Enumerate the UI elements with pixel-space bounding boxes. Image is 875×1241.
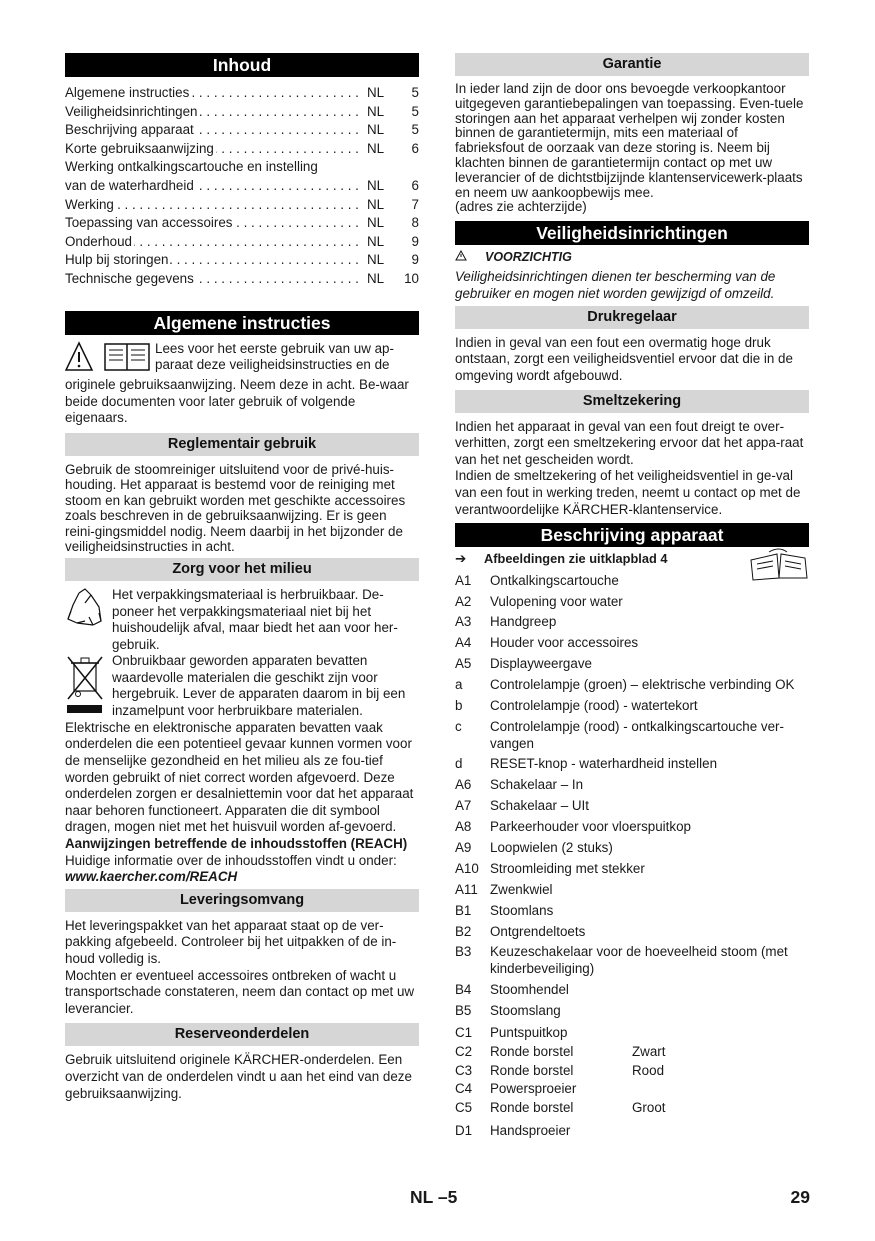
item-text: Stoomslang — [490, 1002, 561, 1018]
pressure-text: Indien in geval van een fout een overmatig hoge druk ontstaan, zorgt een veiligheidsventiel ervoor dat die in de omgeving wordt afgebouwd. — [455, 334, 793, 383]
item-text: Handsproeier — [490, 1123, 571, 1139]
page-number: 29 — [790, 1187, 810, 1207]
reach-text: Huidige informatie over de inhoudsstoffen vindt u onder: — [65, 852, 397, 868]
list-item — [455, 924, 809, 941]
parts-list-d — [455, 1123, 809, 1140]
item-text: Displayweergave — [490, 656, 592, 672]
list-item — [455, 1003, 809, 1020]
caution-label: VOORZICHTIG — [485, 250, 572, 265]
list-item — [455, 777, 809, 794]
item-text: Handgreep — [490, 614, 557, 630]
recycle-icon — [65, 587, 112, 653]
item-key: A1 — [455, 572, 472, 588]
item-key: C1 — [455, 1025, 473, 1041]
toc-row[interactable] — [65, 196, 419, 215]
toc-page: 5 — [411, 122, 419, 138]
toc-lang: NL — [367, 140, 385, 156]
figure-note-text: Afbeeldingen zie uitklapblad 4 — [484, 551, 668, 567]
toc-page: 5 — [411, 103, 419, 119]
spares-text: Gebruik uitsluitend originele KÄRCHER-onderdelen. Een overzicht van de onderdelen vindt u aan het eind van deze gebruiksaanwijzing. — [65, 1052, 412, 1101]
item-key: A7 — [455, 798, 472, 814]
reach-heading: Aanwijzingen betreffende de inhoudsstoffen (REACH) — [65, 836, 408, 852]
general-intro-right: Lees voor het eerste gebruik van uw ap-paraat deze veiligheidsinstructies en de — [155, 340, 394, 373]
general-intro-rest: originele gebruiksaanwijzing. Neem deze in acht. Be-waar beide documenten voor later gebruik of volgende eigenaars. — [65, 377, 409, 426]
item-text: Keuzeschakelaar voor de hoeveelheid stoom (met kinderbeveiliging) — [490, 944, 788, 977]
item-text: Loopwielen (2 stuks) — [490, 839, 613, 855]
pressure-heading: Drukregelaar — [455, 306, 809, 329]
item-text: Ontkalkingscartouche — [490, 572, 619, 588]
section-page-label — [410, 1189, 457, 1206]
toc-lang: NL — [367, 103, 385, 119]
figure-note — [455, 551, 809, 568]
section-code: NL — [410, 1187, 434, 1207]
list-item — [455, 719, 809, 752]
item-key: d — [455, 756, 463, 772]
toc-row[interactable] — [65, 177, 419, 196]
recycle-block — [65, 587, 419, 653]
item-text: Ronde borstel — [490, 1044, 574, 1059]
list-item — [455, 982, 809, 999]
fuse-text-2: Indien de smeltzekering of het veiligheidsventiel in ge-val van een fout in werking treden, neemt u contact op met de verantwoordelijke KÄRCHER-klantenservice. — [455, 468, 801, 517]
item-text: Controlelampje (rood) - watertekort — [490, 698, 698, 714]
list-item — [455, 656, 809, 673]
toc-title: Beschrijving apparaat — [65, 122, 194, 138]
crossed-bin-icon — [65, 653, 112, 720]
toc-title: Toepassing van accessoires — [65, 215, 233, 231]
toc-row[interactable] — [65, 270, 419, 289]
left-column — [65, 53, 419, 1102]
item-key: a — [455, 677, 463, 693]
list-item — [455, 1123, 809, 1140]
toc-page: 6 — [411, 140, 419, 156]
item-key: D1 — [455, 1123, 473, 1139]
item-key: B3 — [455, 944, 472, 960]
list-item — [455, 819, 809, 836]
item-text: Parkeerhouder voor vloerspuitkop — [490, 819, 691, 835]
item-key: B4 — [455, 981, 472, 997]
item-key: A3 — [455, 614, 472, 630]
list-item — [455, 1062, 809, 1081]
recycle-text: Het verpakkingsmateriaal is herbruikbaar. De-poneer het verpakkingsmateriaal niet bij het huishoudelijk afval, maar biedt het aan voor her-gebruik. — [112, 586, 398, 652]
environment-text: Elektrische en elektronische apparaten bevatten vaak onderdelen die een potentieel gevaar kunnen vormen voor de menselijke gezondheid en het milieu als ze fou-tief worden gebruikt of niet correct worden afgevoerd. Deze onderdelen zorgen er desalniettemin voor dat het apparaat naar behoren functioneert. Apparaten die dit symbool dragen, mogen niet met het huisvuil worden af-gevoerd. — [65, 719, 414, 835]
caution-text: Veiligheidsinrichtingen dienen ter bescherming van de gebruiker en mogen niet worden gewijzigd of omzeild. — [455, 268, 776, 302]
list-item — [455, 861, 809, 878]
item-text: Schakelaar – UIt — [490, 798, 589, 814]
list-item — [455, 756, 809, 773]
item-key: C4 — [455, 1081, 473, 1097]
list-item — [455, 1080, 809, 1099]
spares-heading: Reserveonderdelen — [65, 1023, 419, 1046]
item-text: Powersproeier — [490, 1081, 577, 1097]
warning-book-icon — [65, 341, 155, 378]
item-key: b — [455, 698, 463, 714]
toc-row[interactable] — [65, 121, 419, 140]
description-heading: Beschrijving apparaat — [455, 523, 809, 547]
parts-list-a — [455, 573, 809, 899]
reach-link[interactable]: www.kaercher.com/REACH — [65, 869, 238, 885]
toc-lang: NL — [367, 85, 385, 100]
toc-row[interactable] — [65, 214, 419, 233]
toc-page: 8 — [411, 215, 419, 231]
toc-title: Veiligheidsinrichtingen — [65, 103, 198, 119]
warranty-text: In ieder land zijn de door ons bevoegde verkoopkantoor uitgegeven garantiebepalingen van toepassing. Even-tuele storingen aan het apparaat verhelpen wij zonder kosten binnen de garantietermijn, mits een materiaal of fabrieksfout de oorzaak van deze storing is. Neem bij klachten binnen de garantietermijn contact op met uw leverancier of de dichtstbijzijnde klantenservicewerk-plaats en neem uw aankoopbewijs mee. — [455, 81, 804, 200]
item-key: C3 — [455, 1062, 473, 1078]
list-item — [455, 798, 809, 815]
toc-lang: NL — [367, 252, 385, 268]
weee-block — [65, 653, 419, 720]
item-key: C5 — [455, 1099, 473, 1115]
safety-heading: Veiligheidsinrichtingen — [455, 221, 809, 245]
delivery-heading: Leveringsomvang — [65, 889, 419, 912]
list-item — [455, 698, 809, 715]
environment-heading: Zorg voor het milieu — [65, 558, 419, 581]
list-item — [455, 677, 809, 694]
section-page: 5 — [447, 1187, 458, 1207]
toc-row[interactable] — [65, 84, 419, 103]
intended-use-text: Gebruik de stoomreiniger uitsluitend voor de privé-huis-houding. Het apparaat is bestemd voor de reiniging met stoom en kan gebruikt worden met geschikte accessoires zoals beschreven in de gebruiksaanwijzing. Er is geen reini-gingsmiddel nodig. Neem daarbij in het bijzonder de veiligheidsinstructies in acht. — [65, 461, 406, 555]
intended-use-heading: Reglementair gebruik — [65, 433, 419, 456]
item-text: Houder voor accessoires — [490, 635, 639, 651]
item-text: Ronde borstel — [490, 1099, 574, 1115]
toc-lang: NL — [367, 122, 385, 138]
list-item — [455, 1043, 809, 1062]
item-text: Ontgrendeltoets — [490, 923, 586, 939]
fuse-text-1: Indien het apparaat in geval van een fout dreigt te over-verhitten, zorgt een smeltzekering ervoor dat het appa-raat van het net gescheiden wordt. — [455, 418, 804, 467]
item-text: Zwenkwiel — [490, 881, 553, 897]
item-variant: Groot — [632, 1099, 666, 1115]
item-text: Puntspuitkop — [490, 1025, 568, 1041]
toc-lang: NL — [367, 233, 385, 249]
warranty-address-note: (adres zie achterzijde) — [455, 199, 587, 215]
list-item — [455, 944, 809, 977]
caution-line — [455, 249, 809, 266]
toc-lang: NL — [367, 215, 385, 231]
toc-title: Onderhoud — [65, 233, 133, 249]
parts-list-b — [455, 903, 809, 1020]
toc-page: 10 — [404, 270, 419, 286]
item-key: A8 — [455, 819, 472, 835]
list-item — [455, 635, 809, 652]
delivery-text-2: Mochten er eventueel accessoires ontbreken of wacht u transportschade constateren, neem dan contact op met uw leverancier. — [65, 967, 415, 1016]
item-key: A10 — [455, 860, 479, 876]
item-text: Vulopening voor water — [490, 593, 623, 609]
toc-page: 6 — [411, 177, 419, 193]
right-column — [455, 53, 809, 1140]
item-variant: Rood — [632, 1062, 665, 1078]
item-key: B1 — [455, 902, 472, 918]
fuse-heading: Smeltzekering — [455, 390, 809, 413]
item-text: Stroomleiding met stekker — [490, 860, 645, 876]
delivery-text-1: Het leveringspakket van het apparaat staat op de ver-pakking afgebeeld. Controleer bij het uitpakken of de in-houd volledig is. — [65, 917, 397, 966]
item-key: A6 — [455, 777, 472, 793]
toc-page: 7 — [411, 196, 419, 212]
list-item — [455, 594, 809, 611]
item-text: RESET-knop - waterhardheid instellen — [490, 756, 718, 772]
item-text: Controlelampje (rood) - ontkalkingscartouche ver-vangen — [490, 718, 784, 751]
item-key: c — [455, 718, 462, 734]
toc-page: 9 — [411, 252, 419, 268]
list-item — [455, 840, 809, 857]
foldout-book-icon — [749, 548, 809, 587]
item-key: B2 — [455, 923, 472, 939]
parts-list-c — [455, 1024, 809, 1117]
toc-row[interactable] — [65, 233, 419, 252]
weee-text: Onbruikbaar geworden apparaten bevatten waardevolle materialen die geschikt zijn voor hergebruik. Lever de apparaten daarom in bij een inzamelpunt voor herbruikbare materialen. — [112, 653, 406, 719]
toc-row[interactable] — [65, 251, 419, 270]
list-item — [455, 614, 809, 631]
item-key: C2 — [455, 1044, 473, 1059]
item-key: A11 — [455, 881, 478, 897]
arrow-icon: ➔ — [455, 551, 467, 567]
item-text: Schakelaar – In — [490, 777, 584, 793]
item-key: A2 — [455, 593, 472, 609]
toc-list — [65, 84, 419, 289]
item-text: Controlelampje (groen) – elektrische verbinding OK — [490, 677, 795, 693]
list-item — [455, 1024, 809, 1043]
footer-dash: – — [437, 1187, 448, 1207]
item-key: A5 — [455, 656, 472, 672]
item-key: B5 — [455, 1002, 472, 1018]
general-intro — [65, 341, 419, 427]
list-item — [455, 903, 809, 920]
toc-row[interactable] — [65, 103, 419, 122]
item-text: Ronde borstel — [490, 1062, 574, 1078]
toc-lang: NL — [367, 177, 385, 193]
warning-icon — [455, 249, 485, 266]
toc-page: 5 — [411, 85, 419, 100]
item-text: Stoomhendel — [490, 981, 569, 997]
toc-title: Technische gegevens — [65, 270, 194, 286]
toc-page: 9 — [411, 233, 419, 249]
general-heading: Algemene instructies — [65, 311, 419, 335]
warranty-heading: Garantie — [455, 53, 809, 76]
item-text: Stoomlans — [490, 902, 554, 918]
toc-title: Hulp bij storingen — [65, 252, 169, 268]
toc-heading: Inhoud — [65, 53, 419, 77]
toc-lang: NL — [367, 196, 385, 212]
toc-title: van de waterhardheid — [65, 177, 194, 193]
list-item — [455, 882, 809, 899]
toc-row[interactable] — [65, 140, 419, 159]
toc-title: Werking — [65, 196, 114, 212]
toc-title: Algemene instructies — [65, 85, 190, 100]
item-variant: Zwart — [632, 1044, 666, 1059]
toc-row-continued[interactable]: Werking ontkalkingscartouche en instelling — [65, 159, 318, 175]
toc-lang: NL — [367, 270, 385, 286]
toc-title: Korte gebruiksaanwijzing — [65, 140, 214, 156]
item-key: A4 — [455, 635, 472, 651]
list-item — [455, 1099, 809, 1118]
item-key: A9 — [455, 839, 472, 855]
